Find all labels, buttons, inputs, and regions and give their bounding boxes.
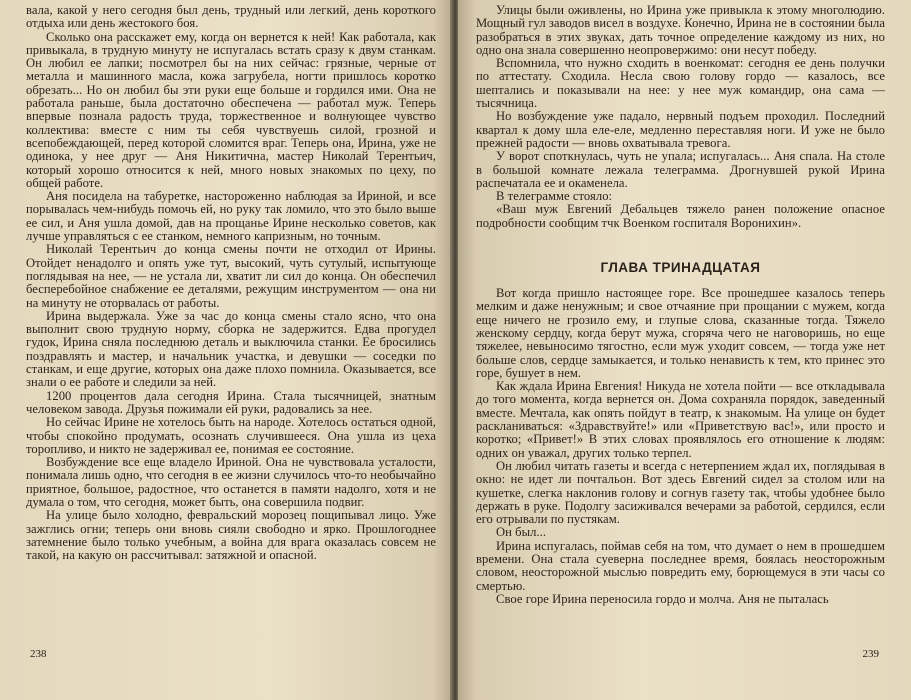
paragraph: Свое горе Ирина переносила гордо и молча. Аня не пыталась [496,591,829,606]
paragraph: Вспомнила, что нужно сходить в военкомат: сегодня ее день получки по аттестату. Сходила. Несла свою голову гордо — казалось, все шептались и показывали на нее: у нее муж командир, она сама — тысячница. [476,56,885,111]
telegram-text: «Ваш муж Евгений Дебальцев тяжело ранен положение опасное подробности сообщим тчк Военком госпиталя Воронихин». [476,202,885,230]
paragraph: Ирина испугалась, поймав себя на том, что думает о нем в прошедшем времени. Она стала суеверна последнее время, боялась неосторожным словом, неосторожной мыслью повредить ему, борющемуся в эти часы со смертью. [476,538,885,593]
right-page [458,0,911,700]
paragraph: Ирина выдержала. Уже за час до конца смены стало ясно, что она выполнит свою трудную норму, сборка не задержится. Едва прогудел гудок, Ирина сняла последнюю деталь и выключила станки. Ее бросились поздравлять и мастер, и начальник участка, и девушки — соседки по станкам, и еще другие, которых она даже плохо помнила. Оказывается, все знали о ее работе и следили за ней. [26,308,436,390]
paragraph: Но сейчас Ирине не хотелось быть на народе. Хотелось остаться одной, чтобы спокойно продумать, осознать случившееся. Она ушла из цеха торопливо, и никто не задерживал ее, понимая ее состояние. [26,415,436,456]
right-page-text-top [476,4,885,230]
paragraph: Улицы были оживлены, но Ирина уже привыкла к этому многолюдию. Мощный гул заводов висел в воздухе. Конечно, Ирина не в состоянии была разобраться в этих звуках, дать точное определение каждому из них, но одно она знала совершенно неопровержимо: они несут победу. [476,3,886,57]
paragraph: Николай Терентьич до конца смены почти не отходил от Ирины. Отойдет ненадолго и опять уже тут, высокий, чуть сутулый, испытующе поглядывая на нее, — не устала ли, хватит ли сил до конца. Он обеспечил бесперебойное снабжение ее деталями, режущим инструментом — она ни на минуту не оторвалась от работы. [26,242,436,310]
paragraph: Аня посидела на табуретке, настороженно наблюдая за Ириной, и все порывалась чем-нибудь помочь ей, но руку так ломило, что это было выше ее сил, и Аня ушла домой, дав на прощанье Ирине несколько советов, как лучше управляться с ее станком, немного капризным, но точным. [26,189,436,244]
page-number-right: 239 [862,648,879,660]
paragraph: В телеграмме стояло: [496,189,613,204]
left-page [0,0,452,700]
paragraph: Он любил читать газеты и всегда с нетерпением ждал их, поглядывая в окно: не идет ли почтальон. Вот здесь Евгений сидел за столом или на кушетке, слегка наклонив голову и согнув газету так, чтобы удобнее было держать в руке. Подолгу засиживался вечерами за работой, сердился, если его отрывали по пустякам. [476,458,885,527]
paragraph: Сколько она расскажет ему, когда он вернется к ней! Как работала, как привыкала, в трудную минуту не испугалась встать сразу к двум станкам. Он любил ее лапки; посмотрел бы на них сейчас: грязные, черные от металла и машинного масла, кожа загрубела, ногти пришлось коротко обрезать... Но он любил бы эти руки еще больше и гордился ими. Она не работала раньше, была достаточно обеспечена — работал муж. Теперь впервые познала радость труда, торжественное и волнующее чувство коллектива: вместе с ним ты себя чувствуешь силой, грозной и всепобеждающей, перед которой сломится враг. Теперь она, Ирина, уже не одинока, у нее друг — Аня Никитична, мастер Николай Терентьич, который хорошо относится к ней, много новых знакомых по цеху, по общей работе. [26,29,436,190]
paragraph: Как ждала Ирина Евгения! Никуда не хотела пойти — все откладывала до того момента, когда вернется он. Дома сохраняла порядок, заведенный вместе. Мечтала, как опять пойдут в театр, к знакомым. На улице он будет раскланиваться: «Здравствуйте!» или «Приветствую вас!», или просто и коротко; «Привет!» В этих словах проявлялось его отношение к людям: одних он уважал, других только терпел. [476,379,885,460]
paragraph: Возбуждение все еще владело Ириной. Она не чувствовала усталости, понимала лишь одно, что сегодня в ее жизни случилось что-то необычайно приятное, большое, радостное, что останется в памяти надолго, хотя и не думала о том, что сегодня, может быть, она совершила подвиг. [26,455,436,509]
paragraph: На улице было холодно, февральский морозец пощипывал лицо. Уже зажглись огни; теперь они вновь сияли свободно и ярко. Прошлогоднее затемнение было только учебным, а война для врага оказалась совсем не такой, на какую он рассчитывал: затяжной и опасной. [26,508,436,563]
paragraph: вала, какой у него сегодня был день, трудный или легкий, день короткого отдыха или день жестокого боя. [26,3,436,31]
chapter-title: ГЛАВА ТРИНАДЦАТАЯ [600,260,761,276]
paragraph: 1200 процентов дала сегодня Ирина. Стала тысячницей, знатным человеком завода. Друзья пожимали ей руки, радовались за нее. [26,388,436,416]
left-page-text [26,4,436,562]
right-page-text-bottom [476,287,885,606]
paragraph: Вот когда пришло настоящее горе. Все прошедшее казалось теперь мелким и даже ненужным; и свое отчаяние при прощании с мужем, когда еще ничего не грозило ему, и глупые слова, сказанные тогда. Тяжело женскому сердцу, когда берут мужа, сгоряча чего не наговоришь, но еще тяжелее, невыносимо тягостно, если муж уходит совсем, — тогда уже нет больше слов, сердце замыкается, и только ненависть к тем, кто принес это горе, бушует в нем. [476,286,885,380]
paragraph: Он был... [496,525,547,540]
paragraph: Но возбуждение уже падало, нервный подъем проходил. Последний квартал к дому шла еле-еле, медленно переставляя ноги. И уже не было прежней радости — вновь охватывала тревога. [476,109,885,150]
paragraph: У ворот споткнулась, чуть не упала; испугалась... Аня спала. На столе в большой комнате лежала телеграмма. Дрогнувшей рукой Ирина распечатала ее и окаменела. [476,149,885,190]
page-number-left: 238 [30,648,47,660]
